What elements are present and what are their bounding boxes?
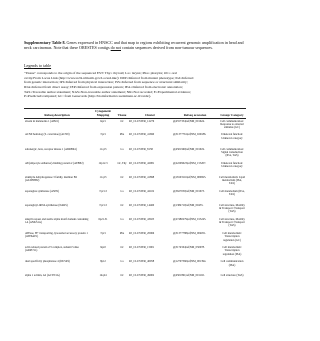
table-cell: gi|4557334|ref|NM_001624. (173, 119, 205, 123)
legend-line: "Tissue" corresponds to the origin of the sequenced EST: Thy= thyroid; La= larynx; Pha= pharynx; OC= oral (24, 70, 178, 75)
table-cell: Cell metabolism: Transcription regulation (IEA) (222, 246, 242, 256)
table-cell: La (120, 218, 124, 222)
table-cell: 6q21 (100, 119, 106, 123)
table-cell: Pha (119, 232, 125, 236)
table-cell: Oc, Thy (117, 161, 127, 165)
table-cell: Oc (120, 203, 124, 207)
legend-line: TAS=Traceable author statement; NAS=Non-traceable author statement; NR=Not recorded; E=Experimental evidence; (24, 89, 191, 94)
table-cell: alpha 1 actinin, A2 (ACTN1A) (25, 274, 60, 278)
table-cell: 7q21.3 (99, 189, 107, 193)
column-header: Refseq accession (183, 112, 207, 117)
column-header: Group/ Category (220, 112, 244, 117)
table-cell: Cell communication: Response to external stimulus (GC) (220, 119, 244, 130)
table-cell: 7q21 (100, 133, 106, 137)
table-cell: Cell metabolism: Transcription regulation (GC) (222, 232, 242, 242)
table-cell: Cell structure, Motility & Transport: Transport (TAS) (219, 218, 245, 228)
table-cell: La (120, 260, 124, 264)
table-cell: RJ_CLUSTER_41690 (129, 133, 155, 137)
table-cell: gi|4501891|ref|NM_001102. (173, 274, 205, 278)
table-cell: gi|18103116|ref|NM_000695. (173, 175, 207, 179)
table-cell: adrenergic, beta, receptor kinase 1 (ADRBK1) (25, 147, 78, 151)
table-cell: RJ_CLUSTER_41898 (129, 175, 155, 179)
table-cell: gi|27480279|ref|NM_015245. (173, 218, 207, 222)
table-row (24, 232, 246, 246)
table-cell: 8p12 (100, 260, 106, 264)
table-cell: Cell metabolism (IEA, TAS) (219, 189, 245, 197)
intro-emphasis: do not (110, 45, 121, 51)
intro-text: Genes expressed in HNSCC and that map to regions exhibiting recurrent genomic amplification in head and neck carcinomas. Note that these ORESTES contigs (24, 40, 244, 51)
table-cell: absent in melanoma 1 (AIM1) (25, 119, 59, 123)
table-cell: La (120, 189, 124, 193)
table-cell: gi|22209023|ref|NM_153207. (173, 161, 207, 165)
table-cell: aldehyde dehydrogenase 3 family, member B2 (ALDH3B2) (25, 175, 78, 182)
table-cell: Unknown function: Unknown category (221, 133, 243, 140)
table-row (24, 133, 246, 147)
table-cell: RJ_CLUSTER_14460 (129, 203, 155, 207)
table-cell: asparaginyl-tRNA synthetase (NARS) (25, 203, 68, 207)
table-cell: Pha (119, 133, 125, 137)
legend-line: P=Predicted/computed; GC: from Genecards (http://bioinformatics.weizmann.ac.il/cards/). (24, 94, 152, 99)
table-cell: gi|31377761|ref|NM_020186. (173, 133, 207, 137)
table-cell: 7q21.3 (99, 203, 107, 207)
legend-title: Legends to table (24, 62, 52, 68)
table-cell: ACN9 homolog (S. cerevisiae) (ACN9) (25, 133, 70, 137)
column-header: Cluster (144, 112, 156, 117)
table-cell: Cell metabolism: Lipid metabolism (IEA, TAS) (219, 175, 245, 186)
table-cell: 11q13 (99, 175, 107, 179)
table-header-row (24, 109, 246, 119)
table-cell: Cell structure (TAS) (220, 274, 244, 278)
table-row (24, 189, 246, 203)
table-caption-title: Supplementary Table 8. (24, 40, 66, 45)
table-cell: ATPase, H+ transporting, lysosomal accessory protein 1 (ATP6AP1) (25, 232, 88, 239)
table-body (24, 119, 246, 288)
table-cell: 12p12.3 (98, 161, 108, 165)
table-cell: 11q13 (99, 147, 107, 151)
table-cell: Oc (120, 274, 124, 278)
table-cell: 7q21 (100, 232, 106, 236)
table-cell: Unknown function: Unknown category (221, 161, 243, 168)
table-cell: RJ_CLUSTER_43025 (129, 218, 155, 222)
table-cell: ankyrin repeat and sterile alpha motif domain containing 1A (ANKS1A) (25, 218, 89, 225)
table-row (24, 217, 246, 231)
table-cell: gi|4501960|ref|NM_001619. (173, 147, 205, 151)
column-header: Tissue (117, 112, 127, 117)
table-cell: 9q22 (100, 246, 106, 250)
table-cell: RJ_CLUSTER_42102 (129, 189, 155, 193)
table-cell: Cell communication (IEA) (220, 260, 244, 267)
table-row (24, 260, 246, 274)
table-cell: RJ_CLUSTER_40958 (129, 260, 155, 264)
column-header: Refseq description (44, 112, 70, 117)
genes-table (24, 108, 246, 288)
legend-block (24, 71, 248, 99)
legend-line: from genetic interaction; IPI=Inferred from physical interaction; ISS=Inferred from sequence or structural similarity; (24, 80, 188, 85)
table-cell: RJ_CLUSTER_20066 (129, 232, 155, 236)
legend-line: IDA=Inferred from direct assay; IEP=Inferred from expression pattern; IEA=Inferred from electronic annotation; (24, 85, 183, 89)
intro-text-end: contain sequences derived from non-tumour sequences. (121, 45, 213, 51)
table-cell: gi|5174504|ref|NM_030978. (173, 246, 205, 250)
table-row (24, 246, 246, 260)
table-cell: La (120, 147, 124, 151)
table-cell: RJ_CLUSTER_49002 (129, 274, 155, 278)
table-cell: 14q24 (99, 274, 107, 278)
table-row (24, 175, 246, 189)
table-cell: gi|5627050|ref|NM_001673. (173, 189, 205, 193)
table-cell: Oc (120, 246, 124, 250)
table-cell: gi|12707560|ref|NM_001394. (173, 260, 207, 264)
intro-paragraph (24, 40, 248, 51)
column-header: Cytogenetic Mapping (94, 108, 112, 117)
table-cell: actin related protein 2/3 complex, subunit 5-like (ARPC5L) (25, 246, 79, 253)
table-cell: RJ_CLUSTER_15901 (129, 246, 155, 250)
table-row (24, 161, 246, 175)
table-cell: AE(adipocyte enhancer)-binding protein 2 (AEBP2) (25, 161, 84, 165)
table-cell: Cell structure, Motility & Transport: Transport (TAS) (219, 203, 245, 214)
table-cell: gi|31377788|ref|NM_004051. (173, 232, 207, 236)
table-cell: RJ_CLUSTER_42981 (129, 161, 155, 165)
table-row (24, 147, 246, 161)
table-row (24, 274, 246, 288)
table-row (24, 119, 246, 133)
table-cell: RJ_CLUSTER_8158 (129, 147, 153, 151)
table-cell: gi|1384710|ref|NM_00455. (173, 203, 204, 207)
table-cell: Cell communication: Signal transduction (IEA, TAS) (220, 147, 244, 157)
table-row (24, 203, 246, 217)
table-cell: dual specificity phosphatase 4 (DUSP4) (25, 260, 70, 264)
table-cell: RJ_CLUSTER_12276 (129, 119, 155, 123)
legend-line: cavity.From Locus Link (http://www.ncbi.nlm.nih.gov/LocusLink/): IMP=Inferred from mutant phenotype; IGI=Inferred (24, 75, 194, 80)
table-cell: Oc (120, 119, 124, 123)
table-cell: asparagine synthetase (ASNS) (25, 189, 60, 193)
table-cell: 6p21.31 (98, 218, 108, 222)
table-cell: Oc (120, 175, 124, 179)
